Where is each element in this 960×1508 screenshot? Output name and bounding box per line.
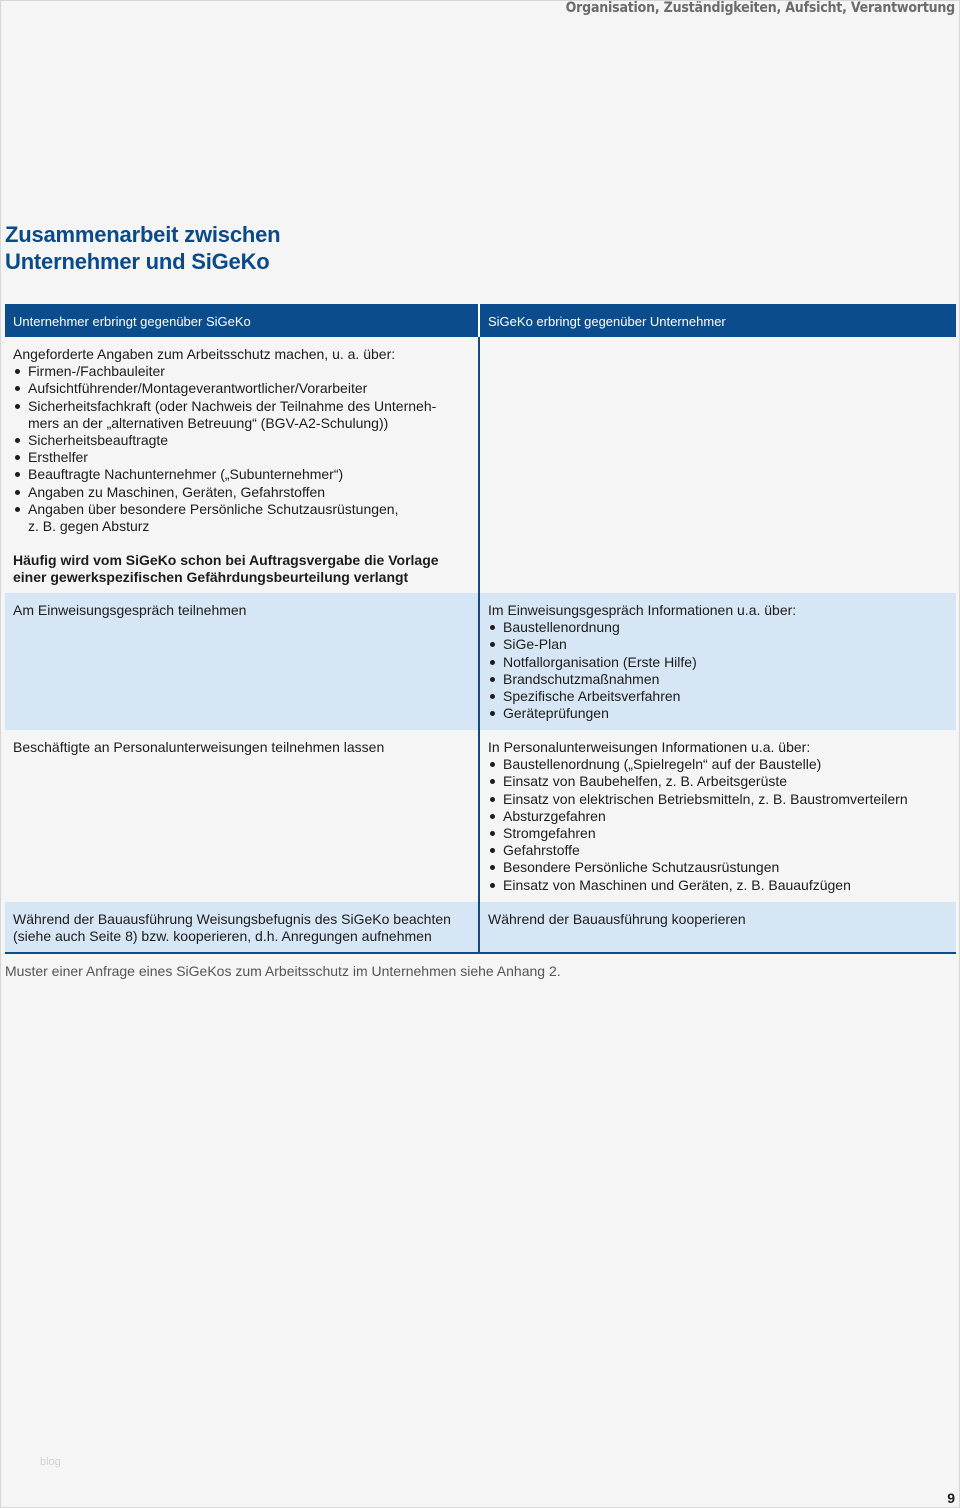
cell-intro: Im Einweisungsgespräch Informationen u.a. über: xyxy=(488,602,797,618)
bullet-list xyxy=(488,756,948,894)
list-item: Firmen-/Fachbauleiter xyxy=(13,363,470,380)
table-bottom-rule xyxy=(5,952,956,954)
section-title xyxy=(5,221,280,275)
running-header: Organisation, Zuständigkeiten, Aufsicht, Verantwortung xyxy=(565,0,955,16)
list-item: SiGe-Plan xyxy=(488,636,948,653)
list-item: Notfallorganisation (Erste Hilfe) xyxy=(488,654,948,671)
list-item: Aufsichtführender/Montageverantwortlicher/Vorarbeiter xyxy=(13,380,470,397)
table-cell-left: Am Einweisungsgespräch teilnehmen xyxy=(5,593,480,730)
list-item: Gefahrstoffe xyxy=(488,842,948,859)
table-row xyxy=(5,337,956,593)
bold-note: Häufig wird vom SiGeKo schon bei Auftragsvergabe die Vorlage einer gewerkspezifischen Gefährdungsbeurteilung verlangt xyxy=(13,552,439,586)
table-cell-right xyxy=(480,730,956,902)
list-item: Stromgefahren xyxy=(488,825,948,842)
section-title-line-1: Zusammenarbeit zwischen xyxy=(5,222,281,247)
table-cell-left xyxy=(5,337,480,593)
table-cell-right xyxy=(480,593,956,730)
list-item: Ersthelfer xyxy=(13,449,470,466)
table-cell-left: Beschäftigte an Personalunterweisungen teilnehmen lassen xyxy=(5,730,480,902)
list-item: Absturzgefahren xyxy=(488,808,948,825)
section-title-line-2: Unternehmer und SiGeKo xyxy=(5,249,270,274)
list-item: Brandschutzmaßnahmen xyxy=(488,671,948,688)
list-item: Sicherheitsbeauftragte xyxy=(13,432,470,449)
table-row xyxy=(5,730,956,902)
table-row xyxy=(5,902,956,952)
cooperation-table xyxy=(5,304,956,954)
bullet-list xyxy=(13,363,470,535)
list-item: Geräteprüfungen xyxy=(488,705,948,722)
list-item: Sicherheitsfachkraft (oder Nachweis der Teilnahme des Unterneh-mers an der „alternativen Betreuung“ (BGV-A2-Schulung)) xyxy=(13,398,470,432)
watermark: blog xyxy=(40,1456,61,1468)
table-cell-right xyxy=(480,337,956,593)
list-item: Spezifische Arbeitsverfahren xyxy=(488,688,948,705)
footnote: Muster einer Anfrage eines SiGeKos zum Arbeitsschutz im Unternehmen siehe Anhang 2. xyxy=(5,963,561,979)
table-row xyxy=(5,593,956,730)
cell-intro: In Personalunterweisungen Informationen u.a. über: xyxy=(488,739,811,755)
table-cell-left: Während der Bauausführung Weisungsbefugnis des SiGeKo beachten (siehe auch Seite 8) bzw. kooperieren, d.h. Anregungen aufnehmen xyxy=(5,902,480,952)
table-cell-right: Während der Bauausführung kooperieren xyxy=(480,902,956,952)
table-header-row xyxy=(5,304,956,337)
column-header-left: Unternehmer erbringt gegenüber SiGeKo xyxy=(5,304,480,337)
bullet-list xyxy=(488,619,948,722)
column-header-right: SiGeKo erbringt gegenüber Unternehmer xyxy=(480,304,956,337)
list-item: Angaben über besondere Persönliche Schutzausrüstungen, z. B. gegen Absturz xyxy=(13,501,470,535)
list-item: Baustellenordnung xyxy=(488,619,948,636)
page-number: 9 xyxy=(947,1490,955,1506)
list-item: Einsatz von elektrischen Betriebsmitteln, z. B. Baustromverteilern xyxy=(488,791,948,808)
list-item: Besondere Persönliche Schutzausrüstungen xyxy=(488,859,948,876)
list-item: Baustellenordnung („Spielregeln“ auf der Baustelle) xyxy=(488,756,948,773)
list-item: Einsatz von Baubehelfen, z. B. Arbeitsgerüste xyxy=(488,773,948,790)
list-item: Beauftragte Nachunternehmer („Subunternehmer“) xyxy=(13,466,470,483)
list-item: Einsatz von Maschinen und Geräten, z. B. Bauaufzügen xyxy=(488,877,948,894)
list-item: Angaben zu Maschinen, Geräten, Gefahrstoffen xyxy=(13,484,470,501)
cell-intro: Angeforderte Angaben zum Arbeitsschutz machen, u. a. über: xyxy=(13,346,396,362)
